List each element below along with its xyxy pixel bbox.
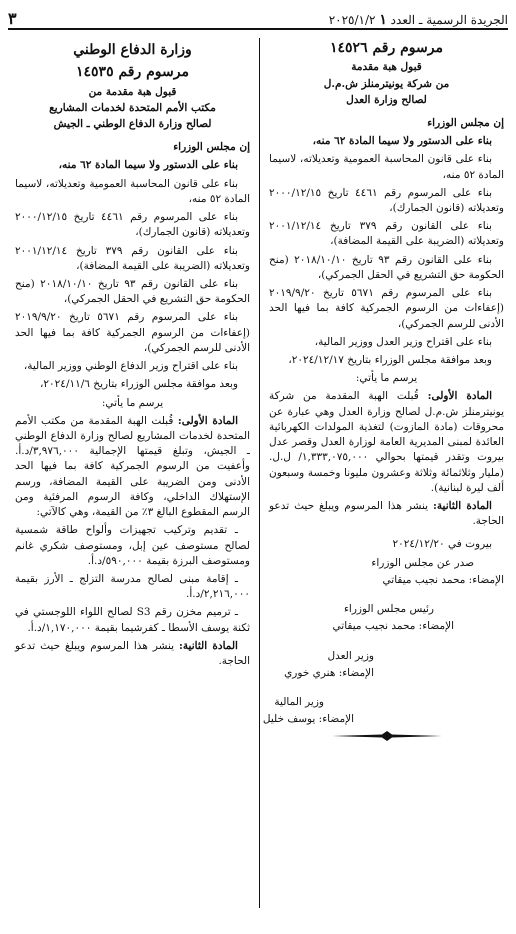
ministry-heading: وزارة الدفاع الوطني (73, 42, 192, 58)
signature: الإمضاء: محمد نجيب ميقاتي (332, 620, 454, 633)
list-item: ـ ترميم مخزن رقم S3 لصالح اللواء اللوجستي في ثكنة يوسف الأسطا ـ كفرشيما بقيمة ١,١٧٠,٠٠٠/د.أ. (15, 606, 250, 634)
issue-date: ٢٠٢٥/١/٢ (328, 13, 376, 27)
council-heading: إن مجلس الوزراء (173, 141, 250, 154)
article-2-text: ينشر هذا المرسوم ويبلغ حيث تدعو الحاجة. (269, 499, 504, 528)
issued-by: صدر عن مجلس الوزراء (371, 556, 474, 569)
constitution-basis: بناء على الدستور ولا سيما المادة ٦٢ منه، (312, 135, 492, 148)
decree-subject-1: قبول هبة مقدمة (351, 61, 422, 74)
article-2-text: ينشر هذا المرسوم ويبلغ حيث تدعو الحاجة. (15, 639, 250, 668)
decrees-line: يرسم ما يأتي: (101, 396, 164, 409)
decree-number: مرسوم رقم ١٤٥٣٥ (76, 64, 189, 81)
gazette-name: الجريدة الرسمية ـ العدد (390, 13, 508, 27)
basis-paragraph: وبعد موافقة مجلس الوزراء بتاريخ ٢٠٢٤/١١/٦، (40, 378, 238, 391)
article-1-heading: المادة الأولى: (427, 390, 492, 403)
divider-ornament (269, 731, 504, 741)
decree-subject-3: لصالح وزارة العدل (346, 93, 427, 106)
page-header (8, 6, 508, 30)
signatory-title: رئيس مجلس الوزراء (343, 603, 434, 616)
article-2-heading: المادة الثانية: (179, 639, 238, 652)
list-item: ـ إقامة مبنى لصالح مدرسة التزلج ـ الأرز بقيمة ٢,٢١٦,٠٠٠/د.أ. (15, 572, 250, 601)
signatory-title: وزير المالية (274, 695, 324, 708)
ornament-icon (332, 731, 442, 741)
basis-paragraph: بناء على المرسوم رقم ٥٦٧١ تاريخ ٢٠١٩/٩/٢٠ (إعفاءات من الرسوم الجمركية كافة بما فيها الحد الأدنى للرسم الجمركي)، (15, 311, 250, 354)
basis-paragraph: بناء على المرسوم رقم ٤٤٦١ تاريخ ٢٠٠٠/١٢/١٥ وتعديلاته (قانون الجمارك)، (269, 186, 504, 215)
basis-paragraph: بناء على القانون رقم ٩٣ تاريخ ٢٠١٨/١٠/١٠ (منح الحكومة حق التشريع في الحقل الجمركي)، (15, 278, 250, 306)
basis-paragraph: بناء على المرسوم رقم ٤٤٦١ تاريخ ٢٠٠٠/١٢/١٥ وتعديلاته (قانون الجمارك)، (15, 211, 250, 239)
council-heading: إن مجلس الوزراء (427, 116, 504, 129)
left-column (11, 36, 254, 926)
article-1 (269, 389, 504, 496)
article-1-heading: المادة الأولى: (177, 414, 238, 427)
basis-paragraph: بناء على المرسوم رقم ٥٦٧١ تاريخ ٢٠١٩/٩/٢٠ (إعفاءات من الرسوم الجمركية كافة بما فيها الحد الأدنى للرسم الجمركي)، (269, 287, 504, 330)
page-number: ٣ (8, 9, 17, 28)
column-divider (259, 38, 260, 908)
basis-paragraph: بناء على اقتراح وزير الدفاع الوطني ووزير المالية، (23, 360, 238, 373)
place-date: بيروت في ٢٠٢٤/١٢/٢٠ (392, 538, 492, 551)
decree-subject-2: مكتب الأمم المتحدة لخدمات المشاريع (49, 101, 216, 114)
gazette-title (329, 12, 508, 28)
constitution-basis: بناء على الدستور ولا سيما المادة ٦٢ منه، (58, 159, 238, 172)
signature: الإمضاء: محمد نجيب ميقاتي (382, 573, 504, 586)
decrees-line: يرسم ما يأتي: (355, 372, 418, 385)
article-2-heading: المادة الثانية: (433, 499, 492, 512)
right-column (262, 36, 508, 926)
issue-number: ١ (379, 12, 387, 28)
basis-paragraph: وبعد موافقة مجلس الوزراء بتاريخ ٢٠٢٤/١٢/١٧، (288, 354, 492, 367)
article-1-text: قُبلت الهبة المقدمة من شركة يونيترمنلز ش.م.ل لصالح وزارة العدل وهي عبارة عن محروقات (مادة المازوت) لتغذية المولدات الكهربائية العائدة لمبنى المديرية العامة لوزارة العدل وقصر عدل بيروت وتقدر قيمتها بحوالي ١,٣٣٣,٠٧٥,٠٠٠/ ل.ل. (مليار وثلاثمائة وثلاثة وعشرون مليونا وخمسة وسبعون ألف ليرة لبنانية). (269, 390, 504, 494)
basis-paragraph: بناء على القانون رقم ٣٧٩ تاريخ ٢٠٠١/١٢/١٤ وتعديلاته (الضريبة على القيمة المضافة)، (15, 244, 250, 272)
signature: الإمضاء: يوسف خليل (262, 713, 354, 726)
decree-number: مرسوم رقم ١٤٥٢٦ (330, 40, 443, 56)
basis-paragraph: بناء على قانون المحاسبة العمومية وتعديلاته، لاسيما المادة ٥٢ منه، (15, 177, 250, 205)
article-1-text: قُبلت الهبة المقدمة من مكتب الأمم المتحدة لخدمات المشاريع لصالح وزارة الدفاع الوطني ـ الجيش، وتبلغ قيمتها الإجمالية ٣,٩٧٦,٠٠٠/د.أ. وأعفيت من الرسوم الجمركية كافة بما فيها الحد الأدنى ومن الضريبة على القيمة المضافة، ورسم الإستهلاك الداخلي، وكافة الرسوم المرفئية ومن الرسم المقطوع البالغ ٣٪ من القيمة، وهي كالآتي: (15, 414, 250, 519)
basis-paragraph: بناء على القانون رقم ٣٧٩ تاريخ ٢٠٠١/١٢/١٤ وتعديلاته (الضريبة على القيمة المضافة)، (269, 220, 504, 248)
basis-paragraph: بناء على القانون رقم ٩٣ تاريخ ٢٠١٨/١٠/١٠ (منح الحكومة حق التشريع في الحقل الجمركي)، (269, 253, 504, 281)
signature: الإمضاء: هنري خوري (284, 666, 374, 679)
decree-subject-1: قبول هبة مقدمة من (88, 85, 177, 98)
basis-paragraph: بناء على اقتراح وزير العدل ووزير المالية، (314, 335, 492, 348)
decree-subject-2: من شركة يونيترمنلز ش.م.ل (323, 77, 450, 90)
basis-paragraph: بناء على قانون المحاسبة العمومية وتعديلاته، لاسيما المادة ٥٢ منه، (269, 153, 504, 181)
article-2 (15, 639, 250, 669)
list-item: ـ تقديم وتركيب تجهيزات وألواح طاقة شمسية لصالح مستوصف عين إبل، ومستوصف شكري غانم ومستوصف البرزة بقيمة ٥٩٠,٠٠٠/د.أ. (15, 524, 250, 567)
signatory-title: وزير العدل (327, 649, 374, 662)
article-2 (269, 499, 504, 529)
decree-subject-3: لصالح وزارة الدفاع الوطني ـ الجيش (53, 118, 212, 131)
article-1 (15, 414, 250, 521)
